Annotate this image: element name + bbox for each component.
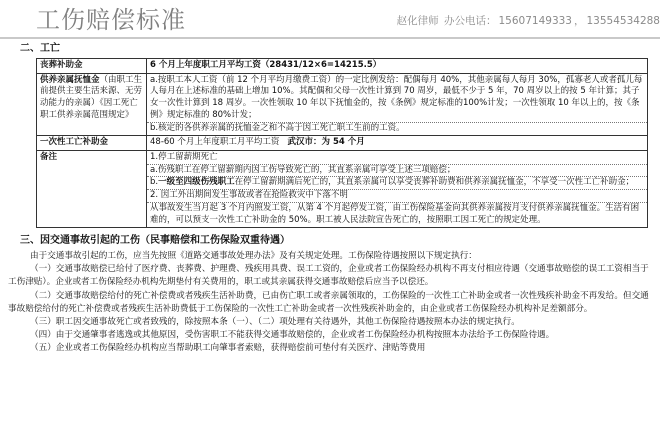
row-label-lump-sum-death-subsidy: 一次性工亡补助金 xyxy=(37,136,147,151)
phone-number-2: 13554534288 xyxy=(586,15,660,27)
work-death-compensation-table xyxy=(36,58,648,228)
phone-number-1: 15607149333 xyxy=(498,15,572,27)
phone-separator: ， xyxy=(574,15,585,27)
table-row xyxy=(37,136,648,151)
section-traffic-accident xyxy=(8,234,654,355)
traffic-item-1: （一）交通事故赔偿已给付了医疗费、丧葬费、护理费、残疾用具费、误工工资的，企业或者工伤保险经办机构不再支付相应待遇（交通事故赔偿的误工工资相当于工伤津贴）。企业或者工伤保险经办机构先期垫付有关费用的，职工或其亲属获得交通事故赔偿后应当予以偿还。 xyxy=(8,264,649,288)
document-title: 工伤赔偿标准 xyxy=(36,6,186,34)
row-value-lump-sum-death-subsidy xyxy=(147,136,648,151)
traffic-intro-paragraph: 由于交通事故引起的工伤，应当先按照《道路交通事故处理办法》及有关规定处理。工伤保险待遇按照以下规定执行： xyxy=(30,251,477,262)
row-value-remarks xyxy=(147,151,648,228)
document-header xyxy=(0,0,660,40)
table-row xyxy=(37,59,648,74)
remark-line: 2. 因工外出期间发生事故或者在抢险救灾中下落不明 xyxy=(147,189,647,202)
traffic-item-4: （四）由于交通肇事者逃逸或其他原因，受伤害职工不能获得交通事故赔偿的，企业或者工伤保险经办机构按照本办法给予工伤保险待遇。 xyxy=(30,329,555,340)
section-heading-work-death: 二、工亡 xyxy=(20,43,60,54)
row-label-funeral-subsidy: 丧葬补助金 xyxy=(37,59,147,74)
pension-rule-b: b.核定的各供养亲属的抚恤金之和不高于因工死亡职工生前的工资。 xyxy=(147,122,647,135)
remark-emphasis: 一级至四级伤残职工 xyxy=(158,177,235,188)
remark-line xyxy=(147,176,647,189)
row-label-dependent-pension xyxy=(37,73,147,136)
traffic-item-3: （三）职工因交通事故死亡或者致残的，除按照本条（一）、（二）项处理有关待遇外，其他工伤保险待遇按照本办法的规定执行。 xyxy=(30,316,520,327)
dependent-pension-note: （由职工生前提供主要生活来源、无劳动能力的亲属）《因工死亡职工供养亲属范围规定》 xyxy=(40,74,143,120)
traffic-item-2: （二）交通事故赔偿给付的死亡补偿费或者残疾生活补助费，已由伤亡职工或者亲属领取的，工伤保险的一次性工亡补助金或者一次性残疾补助金不再发给。但交通事故赔偿给付的死亡补偿费或者残疾生活补助费低于工伤保险的一次性工亡补助金或者一次性残疾补助金的，由企业或者工伤保险经办机构补足差额部分。 xyxy=(8,290,649,314)
contact-info xyxy=(395,14,660,29)
remark-line: 从事故发生当月起 3 个月内照发工资，从第 4 个月起停发工资，由工伤保险基金向其供养亲属按月支付供养亲属抚恤金。生活有困难的，可以预支一次性工亡补助金的 50%。职工被人民法院宣告死亡的，按照职工因工死亡的规定处理。 xyxy=(147,202,647,226)
traffic-item-5: （五）企业或者工伤保险经办机构应当帮助职工向肇事者索赔，获得赔偿前可垫付有关医疗、津贴等费用 xyxy=(30,342,426,353)
dependent-pension-title: 供养亲属抚恤金 xyxy=(40,74,100,85)
lump-sum-standard: 48-60 个月上年度职工月平均工资 xyxy=(150,137,280,148)
remark-line-text: b.一级至四级伤残职工在停工留薪期满后死亡的，其直系亲属可以享受丧葬补助费和供养亲属抚恤金，不享受一次性工亡补助金； xyxy=(150,177,635,188)
remark-line: 1.停工留薪期死亡 xyxy=(150,152,218,163)
row-value-funeral-subsidy: 6 个月上年度职工月平均工资（28431/12×6=14215.5） xyxy=(147,59,648,74)
table-row xyxy=(37,151,648,228)
table-row xyxy=(37,73,648,136)
lawyer-name: 赵化律师 xyxy=(396,15,439,27)
section-heading-traffic-accident: 三、因交通事故引起的工伤（民事赔偿和工伤保险双重待遇） xyxy=(20,235,290,247)
document-body xyxy=(8,42,654,355)
lump-sum-wuhan: 武汉市：为 54 个月 xyxy=(287,137,365,148)
remark-line: a.伤残职工在停工留薪期内因工伤导致死亡的，其直系亲属可享受上述三项赔偿； xyxy=(147,164,647,177)
pension-rule-a: a.按职工本人工资（前 12 个月平均月缴费工资）的一定比例发给：配偶每月 40%，其他亲属每人每月 30%，孤寡老人或者孤儿每人每月在上述标准的基础上增加 10%。其配偶和父母一次性计算到 70 周岁，最低不少于 5 年，70 周岁以上的按 5 年计算；其子女一次性计算到 18 周岁。一次性领取 10 年以下抚恤金的，按《条例》规定标准的100%计发；一次性领取 10 年以上的，按《条例》规定标准的 80%计发； xyxy=(150,74,643,120)
row-value-dependent-pension xyxy=(147,73,648,136)
header-divider xyxy=(0,37,660,39)
office-phone-label: 办公电话： xyxy=(444,15,497,27)
row-label-remarks: 备注 xyxy=(37,151,147,228)
